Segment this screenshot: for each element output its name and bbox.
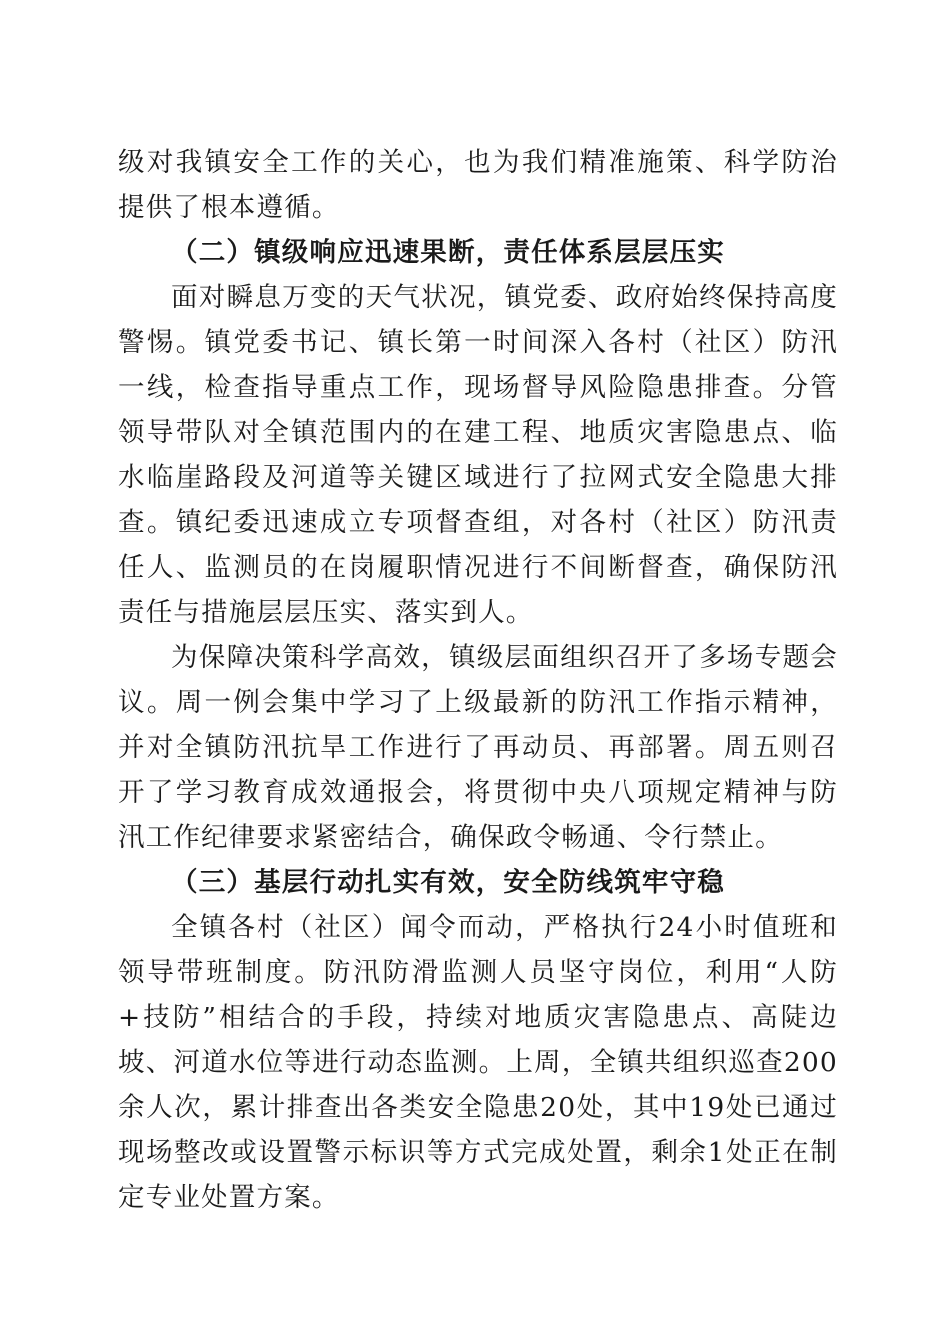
paragraph-meetings: 为保障决策科学高效，镇级层面组织召开了多场专题会议。周一例会集中学习了上级最新的防汛工作指示精神，并对全镇防汛抗旱工作进行了再动员、再部署。周五则召开了学习教育成效通报会，将贯彻中央八项规定精神与防汛工作纪律要求紧密结合，确保政令畅通、令行禁止。 bbox=[118, 642, 838, 853]
section-heading-2: （二）镇级响应迅速果断，责任体系层层压实 bbox=[171, 237, 725, 268]
section-heading-3: （三）基层行动扎实有效，安全防线筑牢守稳 bbox=[171, 867, 725, 898]
paragraph-town-response: 面对瞬息万变的天气状况，镇党委、政府始终保持高度警惕。镇党委书记、镇长第一时间深入各村（社区）防汛一线，检查指导重点工作，现场督导风险隐患排查。分管领导带队对全镇范围内的在建工程、地质灾害隐患点、临水临崖路段及河道等关键区域进行了拉网式安全隐患大排查。镇纪委迅速成立专项督查组，对各村（社区）防汛责任人、监测员的在岗履职情况进行不间断督查，确保防汛责任与措施层层压实、落实到人。 bbox=[118, 282, 838, 628]
paragraph-grassroots-action: 全镇各村（社区）闻令而动，严格执行24小时值班和领导带班制度。防汛防滑监测人员坚守岗位，利用“人防+技防”相结合的手段，持续对地质灾害隐患点、高陡边坡、河道水位等进行动态监测。上周，全镇共组织巡查200余人次，累计排查出各类安全隐患20处，其中19处已通过现场整改或设置警示标识等方式完成处置，剩余1处正在制定专业处置方案。 bbox=[118, 912, 838, 1213]
paragraph-continuation: 级对我镇安全工作的关心，也为我们精准施策、科学防治提供了根本遵循。 bbox=[118, 147, 838, 223]
document-body bbox=[118, 140, 838, 1220]
